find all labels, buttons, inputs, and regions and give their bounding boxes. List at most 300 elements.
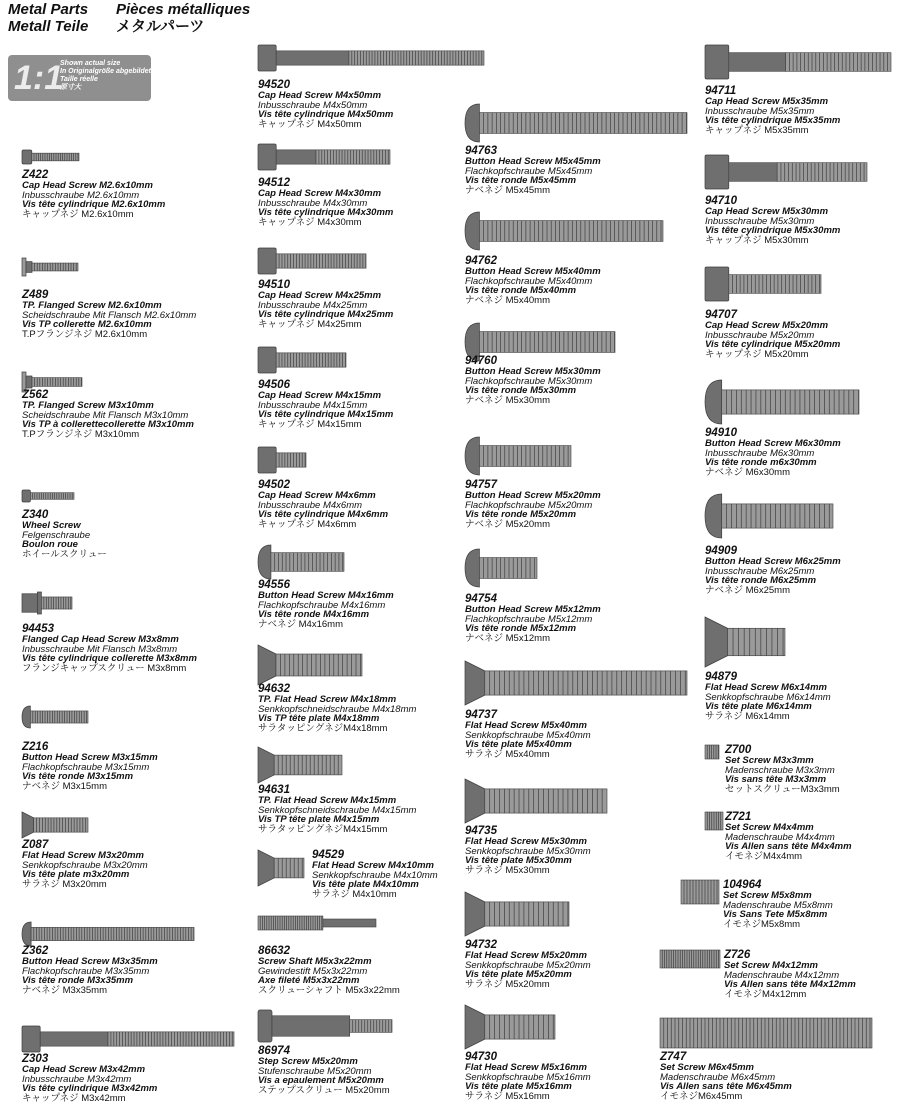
scale-caption-ja: 原寸大 <box>60 84 81 91</box>
part-name-ja: サラタッピングネジM4x18mm <box>258 722 388 734</box>
part-name-fr: Vis Sans Tete M5x8mm <box>723 909 828 920</box>
part-description <box>22 510 107 559</box>
part-description <box>465 480 601 529</box>
part-name-en: TP. Flat Head Screw M4x18mm <box>258 694 397 705</box>
part-code: Z489 <box>22 289 49 301</box>
part-name-ja: キャップネジ M2.6x10mm <box>22 208 134 220</box>
part-code: 94762 <box>465 255 497 267</box>
screw-head <box>258 248 276 274</box>
part-name-en: Cap Head Screw M2.6x10mm <box>22 180 153 191</box>
part-description <box>312 850 438 899</box>
part-name-ja: ナベネジ M5x20mm <box>465 518 550 530</box>
part-name-ja: セットスクリューM3x3mm <box>725 783 840 795</box>
part-name-ja: スクリューシャフト M5x3x22mm <box>258 984 400 996</box>
part-name-de: Senkkopfschneidschraube M4x15mm <box>258 804 417 816</box>
part-name-en: Cap Head Screw M5x35mm <box>705 96 829 107</box>
part-name-de: Flachkopfschraube M4x16mm <box>258 599 386 611</box>
part-name-de: Inbusschraube M4x6mm <box>258 499 363 511</box>
screw-illustration <box>705 494 835 540</box>
part-code: Z721 <box>725 811 752 823</box>
part-description <box>22 170 165 219</box>
thread-body <box>271 553 344 572</box>
part-name-de: Inbusschraube M4x30mm <box>258 197 368 209</box>
part-name-ja: サラタッピングネジM4x15mm <box>258 823 388 835</box>
part-description <box>465 356 601 405</box>
part-code: 94735 <box>465 825 497 837</box>
part-name-ja: T.Pフランジネジ M3x10mm <box>22 428 140 440</box>
part-name-en: Flat Head Screw M4x10mm <box>312 860 434 871</box>
part-name-en: Cap Head Screw M4x50mm <box>258 90 382 101</box>
part-name-en: Button Head Screw M5x20mm <box>465 490 601 501</box>
part-name-de: Scheidschraube Mit Flansch M3x10mm <box>22 409 189 421</box>
part-name-de: Madenschraube M5x8mm <box>723 899 833 911</box>
part-code: Z087 <box>22 839 49 851</box>
screw-head <box>258 545 271 579</box>
part-name-en: Set Screw M4x12mm <box>724 960 818 971</box>
screw-head <box>22 1026 40 1052</box>
screw-illustration <box>22 1026 236 1054</box>
part-code: Z562 <box>22 389 49 401</box>
part-name-ja: イモネジM5x8mm <box>723 918 801 930</box>
screw-shank <box>276 51 349 65</box>
screw-illustration <box>465 1005 557 1051</box>
part-name-en: Button Head Screw M5x12mm <box>465 604 601 615</box>
part-name-fr: Vis tête cylindrique collerette M3x8mm <box>22 653 197 664</box>
part-name-en: Flat Head Screw M5x30mm <box>465 836 587 847</box>
part-name-ja: ナベネジ M6x25mm <box>705 584 790 596</box>
screw-illustration <box>258 1010 394 1044</box>
part-description <box>465 940 591 989</box>
part-name-fr: Vis tête cylindrique M4x30mm <box>258 207 394 218</box>
part-description <box>725 812 852 861</box>
screw-head <box>258 645 276 685</box>
part-name-en: TP. Flanged Screw M2.6x10mm <box>22 300 162 311</box>
part-description <box>723 880 833 929</box>
part-code: 94910 <box>705 427 737 439</box>
part-code: 94502 <box>258 479 290 491</box>
screw-head <box>465 104 479 142</box>
shaft-plain <box>323 919 376 927</box>
part-description <box>725 745 840 794</box>
part-name-ja: サラネジ M5x30mm <box>465 864 550 876</box>
part-code: 104964 <box>723 879 762 891</box>
part-name-ja: イモネジM4x12mm <box>724 988 807 1000</box>
part-name-ja: ナベネジ M3x35mm <box>22 984 107 996</box>
part-name-fr: Vis TP à collerettecollerette M3x10mm <box>22 419 194 430</box>
part-name-ja: ナベネジ M6x30mm <box>705 466 790 478</box>
part-code: Z726 <box>724 949 751 961</box>
part-name-fr: Vis tête cylindrique M4x25mm <box>258 309 394 320</box>
screw-illustration <box>705 745 721 761</box>
part-name-en: Flat Head Screw M6x14mm <box>705 682 827 693</box>
part-name-ja: T.Pフランジネジ M2.6x10mm <box>22 328 148 340</box>
part-name-fr: Vis tête ronde M5x40mm <box>465 285 577 296</box>
screw-illustration <box>258 248 368 276</box>
screw-illustration <box>681 880 721 906</box>
part-name-ja: キャップネジ M4x25mm <box>258 318 362 330</box>
part-name-de: Inbusschraube M4x15mm <box>258 399 368 411</box>
scale-ratio: 1:1 <box>14 59 64 97</box>
part-name-fr: Vis tête plate M5x16mm <box>465 1081 572 1092</box>
part-name-de: Inbusschraube M4x25mm <box>258 299 368 311</box>
screw-shank <box>276 150 316 164</box>
part-name-ja: ナベネジ M5x30mm <box>465 394 550 406</box>
part-name-ja: ナベネジ M3x15mm <box>22 780 107 792</box>
screw-illustration <box>660 950 722 970</box>
part-name-ja: サラネジ M6x14mm <box>705 710 790 722</box>
part-name-ja: ナベネジ M5x45mm <box>465 184 550 196</box>
part-name-de: Madenschraube M4x12mm <box>724 969 840 981</box>
step-shoulder <box>272 1016 350 1036</box>
part-name-de: Senkkopfschneidschraube M4x18mm <box>258 703 417 715</box>
part-name-fr: Vis tête cylindrique M5x35mm <box>705 115 841 126</box>
part-description <box>705 86 840 135</box>
part-name-de: Inbusschraube M5x35mm <box>705 105 815 117</box>
thread-body <box>479 113 687 134</box>
part-code: 94760 <box>465 355 497 367</box>
screw-illustration <box>258 447 308 475</box>
thread-body <box>479 446 571 467</box>
screw-head <box>465 437 479 475</box>
part-name-en: Flat Head Screw M5x16mm <box>465 1062 587 1073</box>
part-name-ja: キャップネジ M5x30mm <box>705 234 809 246</box>
part-description <box>22 946 158 995</box>
part-name-ja: キャップネジ M4x30mm <box>258 216 362 228</box>
thread-body <box>274 858 304 878</box>
part-name-en: Cap Head Screw M3x42mm <box>22 1064 146 1075</box>
part-description <box>705 428 841 477</box>
part-description <box>258 946 400 995</box>
part-name-de: Felgenschraube <box>22 529 91 541</box>
part-description <box>465 594 601 643</box>
part-code: Z303 <box>22 1053 49 1065</box>
part-description <box>258 280 393 329</box>
part-name-en: Flat Head Screw M5x20mm <box>465 950 587 961</box>
screw-head <box>465 549 479 587</box>
part-name-en: Button Head Screw M4x16mm <box>258 590 394 601</box>
part-name-fr: Vis tête ronde m6x30mm <box>705 457 817 468</box>
part-code: 86632 <box>258 945 290 957</box>
part-name-en: Step Screw M5x20mm <box>258 1056 358 1067</box>
part-name-ja: キャップネジ M5x35mm <box>705 124 809 136</box>
part-name-de: Senkkopfschraube M6x14mm <box>705 691 831 703</box>
screw-head <box>26 262 32 273</box>
part-name-fr: Vis tête ronde M5x45mm <box>465 175 577 186</box>
part-name-en: Set Screw M6x45mm <box>660 1062 754 1073</box>
screw-illustration <box>465 892 571 938</box>
part-code: 94506 <box>258 379 290 391</box>
screw-illustration <box>705 267 823 303</box>
part-name-ja: ナベネジ M4x16mm <box>258 618 343 630</box>
part-name-en: Set Screw M3x3mm <box>725 755 814 766</box>
part-description <box>465 710 591 759</box>
part-description <box>465 826 591 875</box>
part-code: 94453 <box>22 623 54 635</box>
part-name-ja: キャップネジ M3x42mm <box>22 1092 126 1104</box>
part-name-de: Flachkopfschraube M5x12mm <box>465 613 593 625</box>
part-name-en: Cap Head Screw M4x6mm <box>258 490 376 501</box>
part-name-en: Flat Head Screw M3x20mm <box>22 850 144 861</box>
part-name-en: Button Head Screw M3x35mm <box>22 956 158 967</box>
part-name-ja: キャップネジ M5x20mm <box>705 348 809 360</box>
part-code: Z422 <box>22 169 49 181</box>
part-code: 94632 <box>258 683 290 695</box>
part-name-fr: Vis tête plate M5x30mm <box>465 855 572 866</box>
screw-illustration <box>705 812 725 832</box>
part-name-ja: フランジキャップスクリュー M3x8mm <box>22 662 187 674</box>
part-name-de: Senkkopfschraube M5x40mm <box>465 729 591 741</box>
part-name-fr: Vis tête ronde M3x35mm <box>22 975 134 986</box>
part-name-ja: サラネジ M5x40mm <box>465 748 550 760</box>
part-description <box>22 624 197 673</box>
screw-illustration <box>660 1018 874 1050</box>
screw-illustration <box>258 144 392 172</box>
part-name-en: Flat Head Screw M5x40mm <box>465 720 587 731</box>
scale-caption-de: In Originalgröße abgebildet <box>60 68 152 75</box>
part-name-fr: Vis tête cylindrique M4x50mm <box>258 109 394 120</box>
part-name-fr: Vis tête cylindrique M5x30mm <box>705 225 841 236</box>
thread-body <box>32 153 79 161</box>
screw-illustration <box>258 45 486 73</box>
screw-head <box>22 812 34 838</box>
screw-head <box>258 144 276 170</box>
screw-head <box>258 850 274 886</box>
part-name-en: Cap Head Screw M5x30mm <box>705 206 829 217</box>
actual-size-badge <box>8 55 151 101</box>
part-code: 94879 <box>705 671 737 683</box>
part-description <box>258 580 394 629</box>
screw-illustration <box>258 850 306 888</box>
screw-head <box>22 706 30 728</box>
part-name-de: Madenschraube M3x3mm <box>725 764 835 776</box>
part-name-de: Flachkopfschraube M5x45mm <box>465 165 593 177</box>
screw-illustration <box>465 549 539 589</box>
screw-head <box>465 212 479 250</box>
part-name-de: Flachkopfschraube M5x30mm <box>465 375 593 387</box>
part-name-en: Screw Shaft M5x3x22mm <box>258 956 372 967</box>
screw-head <box>258 747 274 783</box>
screw-illustration <box>22 490 76 504</box>
thread-body <box>485 789 607 813</box>
screw-head <box>22 922 31 946</box>
screw-head <box>705 380 722 424</box>
thread-body <box>316 150 390 164</box>
screw-illustration <box>465 779 609 825</box>
part-description <box>660 1052 792 1101</box>
screw-illustration <box>705 380 861 426</box>
part-code: 94909 <box>705 545 737 557</box>
part-name-ja: ホイールスクリュー <box>22 548 107 560</box>
screw-illustration <box>465 437 573 477</box>
part-code: 94510 <box>258 279 290 291</box>
part-name-de: Stufenschraube M5x20mm <box>258 1065 372 1077</box>
screw-head <box>705 617 728 667</box>
part-name-ja: イモネジM6x45mm <box>660 1090 743 1102</box>
part-code: 94732 <box>465 939 497 951</box>
screw-shank <box>40 1032 108 1046</box>
title-fr: Pièces métalliques <box>116 1 251 18</box>
part-description <box>22 390 194 439</box>
screw-illustration <box>705 155 869 191</box>
part-name-de: Flachkopfschraube M5x40mm <box>465 275 593 287</box>
part-name-fr: Vis tête cylindrique M3x42mm <box>22 1083 158 1094</box>
part-name-en: Button Head Screw M3x15mm <box>22 752 158 763</box>
part-name-en: Flanged Cap Head Screw M3x8mm <box>22 634 179 645</box>
screw-head <box>258 447 276 473</box>
part-name-ja: キャップネジ M4x50mm <box>258 118 362 130</box>
part-name-de: Senkkopfschraube M5x20mm <box>465 959 591 971</box>
part-name-fr: Boulon roue <box>22 539 78 550</box>
screw-head <box>465 779 485 823</box>
part-name-en: TP. Flat Head Screw M4x15mm <box>258 795 397 806</box>
part-name-ja: イモネジM4x4mm <box>725 850 803 862</box>
part-name-de: Scheidschraube Mit Flansch M2.6x10mm <box>22 309 197 321</box>
screw-illustration <box>258 347 348 375</box>
part-name-ja: ステップスクリュー M5x20mm <box>258 1084 390 1096</box>
scale-caption-en: Shown actual size <box>60 60 121 67</box>
part-name-de: Inbusschraube M5x30mm <box>705 215 815 227</box>
part-name-ja: キャップネジ M4x6mm <box>258 518 357 530</box>
part-name-de: Senkkopfschraube M4x10mm <box>312 869 438 881</box>
part-description <box>258 1046 390 1095</box>
part-name-fr: Axe fileté M5x3x22mm <box>258 975 360 986</box>
thread-body <box>276 453 306 467</box>
part-code: Z216 <box>22 741 49 753</box>
thread-body <box>777 163 867 182</box>
part-code: 94754 <box>465 593 497 605</box>
screw-shank <box>729 53 786 72</box>
part-name-de: Inbusschraube M4x50mm <box>258 99 368 111</box>
part-code: 94529 <box>312 849 344 861</box>
part-name-de: Senkkopfschraube M5x16mm <box>465 1071 591 1083</box>
screw-illustration <box>258 545 346 581</box>
part-name-ja: サラネジ M5x20mm <box>465 978 550 990</box>
thread-body <box>276 654 362 676</box>
screw-head <box>258 1010 272 1042</box>
scale-caption-fr: Taille réelle <box>60 76 98 83</box>
part-name-ja: サラネジ M3x20mm <box>22 878 107 890</box>
part-name-de: Inbusschraube Mit Flansch M3x8mm <box>22 643 178 655</box>
screw-illustration <box>258 915 378 933</box>
thread-body <box>729 275 821 294</box>
part-name-fr: Vis sans tête M3x3mm <box>725 774 827 785</box>
part-name-ja: キャップネジ M4x15mm <box>258 418 362 430</box>
part-name-de: Inbusschraube M3x42mm <box>22 1073 132 1085</box>
screw-head <box>22 150 32 164</box>
title-de: Metall Teile <box>8 18 89 35</box>
part-description <box>465 1052 591 1101</box>
part-name-fr: Vis tête ronde M4x16mm <box>258 609 370 620</box>
part-name-en: Button Head Screw M5x45mm <box>465 156 601 167</box>
part-name-de: Inbusschraube M5x20mm <box>705 329 815 341</box>
thread-body <box>722 504 833 528</box>
screw-head <box>258 347 276 373</box>
part-name-en: Set Screw M5x8mm <box>723 890 812 901</box>
part-name-fr: Vis TP collerette M2.6x10mm <box>22 319 152 330</box>
part-code: 94512 <box>258 177 290 189</box>
part-name-de: Madenschraube M4x4mm <box>725 831 835 843</box>
screw-illustration <box>22 150 81 166</box>
part-name-fr: Vis tête cylindrique M5x20mm <box>705 339 841 350</box>
part-name-en: Cap Head Screw M5x20mm <box>705 320 829 331</box>
screw-head <box>705 155 729 189</box>
part-name-ja: サラネジ M4x10mm <box>312 888 397 900</box>
part-description <box>465 256 601 305</box>
part-name-en: Wheel Screw <box>22 520 81 531</box>
part-name-fr: Vis a epaulement M5x20mm <box>258 1075 384 1086</box>
part-name-fr: Vis TP tête plate M4x18mm <box>258 713 380 724</box>
part-description <box>22 290 196 339</box>
screw-flange <box>37 592 41 614</box>
part-name-en: Button Head Screw M5x30mm <box>465 366 601 377</box>
part-description <box>22 1054 157 1103</box>
part-description <box>705 672 831 721</box>
part-name-fr: Vis tête cylindrique M2.6x10mm <box>22 199 166 210</box>
part-name-en: Set Screw M4x4mm <box>725 822 814 833</box>
screw-head <box>22 490 30 502</box>
title-ja: メタルパーツ <box>116 18 205 35</box>
part-name-ja: ナベネジ M5x12mm <box>465 632 550 644</box>
thread-body <box>485 671 687 695</box>
part-name-en: Cap Head Screw M4x15mm <box>258 390 382 401</box>
part-code: Z340 <box>22 509 49 521</box>
part-name-de: Senkkopfschraube M3x20mm <box>22 859 148 871</box>
part-description <box>724 950 856 999</box>
part-name-de: Senkkopfschraube M5x30mm <box>465 845 591 857</box>
screw-head <box>22 594 37 612</box>
screw-illustration <box>22 812 90 840</box>
screw-head <box>465 892 485 936</box>
screw-illustration <box>258 645 364 687</box>
part-name-fr: Vis tête plate m3x20mm <box>22 869 130 880</box>
part-description <box>465 146 601 195</box>
thread-body <box>485 902 569 926</box>
screw-illustration <box>705 45 893 81</box>
part-name-de: Inbusschraube M6x30mm <box>705 447 815 459</box>
screw-illustration <box>22 706 90 730</box>
part-name-fr: Vis tête plate M6x14mm <box>705 701 812 712</box>
part-code: 94710 <box>705 195 737 207</box>
part-code: 94730 <box>465 1051 497 1063</box>
screw-illustration <box>22 258 80 278</box>
part-name-de: Flachkopfschraube M5x20mm <box>465 499 593 511</box>
part-name-fr: Vis tête cylindrique M4x6mm <box>258 509 389 520</box>
screw-shank <box>729 163 777 182</box>
part-name-fr: Vis tête plate M5x40mm <box>465 739 572 750</box>
part-description <box>705 310 840 359</box>
part-name-en: Button Head Screw M5x40mm <box>465 266 601 277</box>
screw-flange <box>22 258 26 276</box>
part-name-ja: ナベネジ M5x40mm <box>465 294 550 306</box>
part-code: 94711 <box>705 85 737 97</box>
title-en: Metal Parts <box>8 1 89 18</box>
part-description <box>258 80 393 129</box>
part-name-en: Button Head Screw M6x25mm <box>705 556 841 567</box>
part-name-en: Cap Head Screw M4x25mm <box>258 290 382 301</box>
part-description <box>258 785 416 834</box>
screw-illustration <box>258 747 344 785</box>
part-name-fr: Vis tête ronde M5x20mm <box>465 509 577 520</box>
part-name-de: Madenschraube M6x45mm <box>660 1071 776 1083</box>
thread-body <box>274 755 342 775</box>
part-name-en: TP. Flanged Screw M3x10mm <box>22 400 154 411</box>
part-description <box>22 742 158 791</box>
screw-head <box>465 1005 485 1049</box>
screw-head <box>705 494 722 538</box>
part-code: 86974 <box>258 1045 290 1057</box>
thread-body <box>485 1015 555 1039</box>
screw-head <box>26 376 32 388</box>
